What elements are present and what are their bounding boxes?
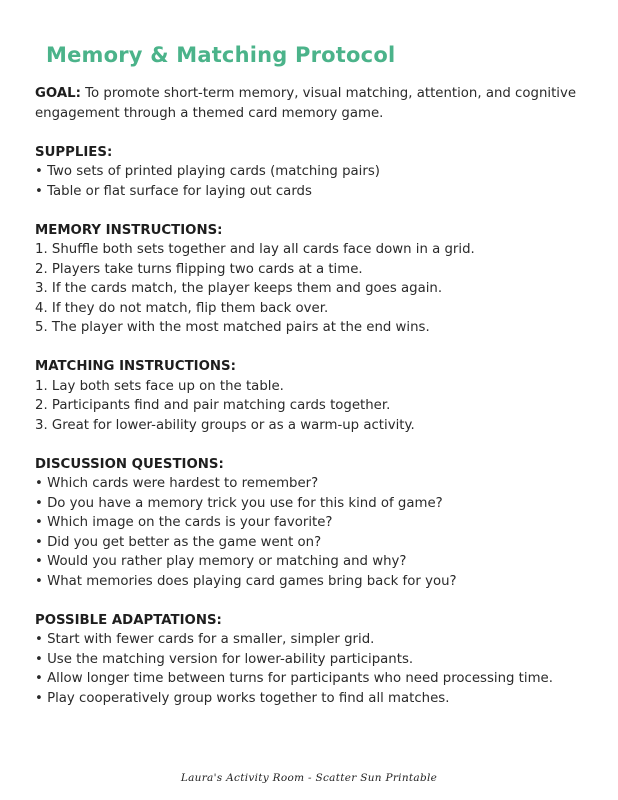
goal-section <box>35 84 595 123</box>
goal-paragraph <box>35 84 595 123</box>
list-item: • Would you rather play memory or matching and why? <box>35 554 407 569</box>
list-item: 1. Shuffle both sets together and lay all cards face down in a grid. <box>35 242 475 257</box>
discussion-questions-heading: DISCUSSION QUESTIONS: <box>35 456 224 472</box>
page-title: Memory & Matching Protocol <box>46 43 396 67</box>
list-item: • Two sets of printed playing cards (matching pairs) <box>35 164 380 179</box>
document-body <box>35 84 595 728</box>
discussion-questions-section <box>35 455 595 592</box>
list-item: 3. If the cards match, the player keeps them and goes again. <box>35 281 443 296</box>
list-item: 3. Great for lower-ability groups or as a warm-up activity. <box>35 417 415 433</box>
list-item: 2. Players take turns flipping two cards at a time. <box>35 261 363 277</box>
list-item: 5. The player with the most matched pairs at the end wins. <box>35 320 430 335</box>
matching-instructions-heading: MATCHING INSTRUCTIONS: <box>35 359 236 374</box>
list-item: • Table or flat surface for laying out cards <box>35 183 312 199</box>
list-item: • Did you get better as the game went on? <box>35 534 322 550</box>
list-item: • Which cards were hardest to remember? <box>35 476 319 491</box>
memory-instructions-section <box>35 221 595 338</box>
list-item: • Which image on the cards is your favorite? <box>35 515 333 530</box>
goal-label: GOAL: <box>35 86 81 101</box>
possible-adaptations-list <box>35 630 595 708</box>
memory-instructions-list <box>35 240 595 338</box>
list-item: • Do you have a memory trick you use for this kind of game? <box>35 495 443 511</box>
matching-instructions-list <box>35 377 595 436</box>
supplies-list <box>35 162 595 201</box>
discussion-questions-list <box>35 474 595 591</box>
list-item: 1. Lay both sets face up on the table. <box>35 378 284 394</box>
possible-adaptations-section <box>35 611 595 709</box>
list-item: • Play cooperatively group works together to find all matches. <box>35 690 450 706</box>
memory-instructions-heading: MEMORY INSTRUCTIONS: <box>35 222 223 238</box>
list-item: 2. Participants find and pair matching cards together. <box>35 398 391 413</box>
list-item: • Start with fewer cards for a smaller, simpler grid. <box>35 632 375 647</box>
page-footer: Laura's Activity Room - Scatter Sun Printable <box>180 772 438 784</box>
supplies-section <box>35 143 595 202</box>
list-item: 4. If they do not match, flip them back over. <box>35 300 329 316</box>
goal-text: To promote short-term memory, visual matching, attention, and cognitive engagement through a themed card memory game. <box>35 86 577 121</box>
matching-instructions-section <box>35 357 595 435</box>
supplies-heading: SUPPLIES: <box>35 144 113 160</box>
list-item: • Use the matching version for lower-ability participants. <box>35 651 414 667</box>
list-item: • Allow longer time between turns for participants who need processing time. <box>35 671 553 686</box>
list-item: • What memories does playing card games bring back for you? <box>35 573 457 589</box>
possible-adaptations-heading: POSSIBLE ADAPTATIONS: <box>35 612 222 628</box>
